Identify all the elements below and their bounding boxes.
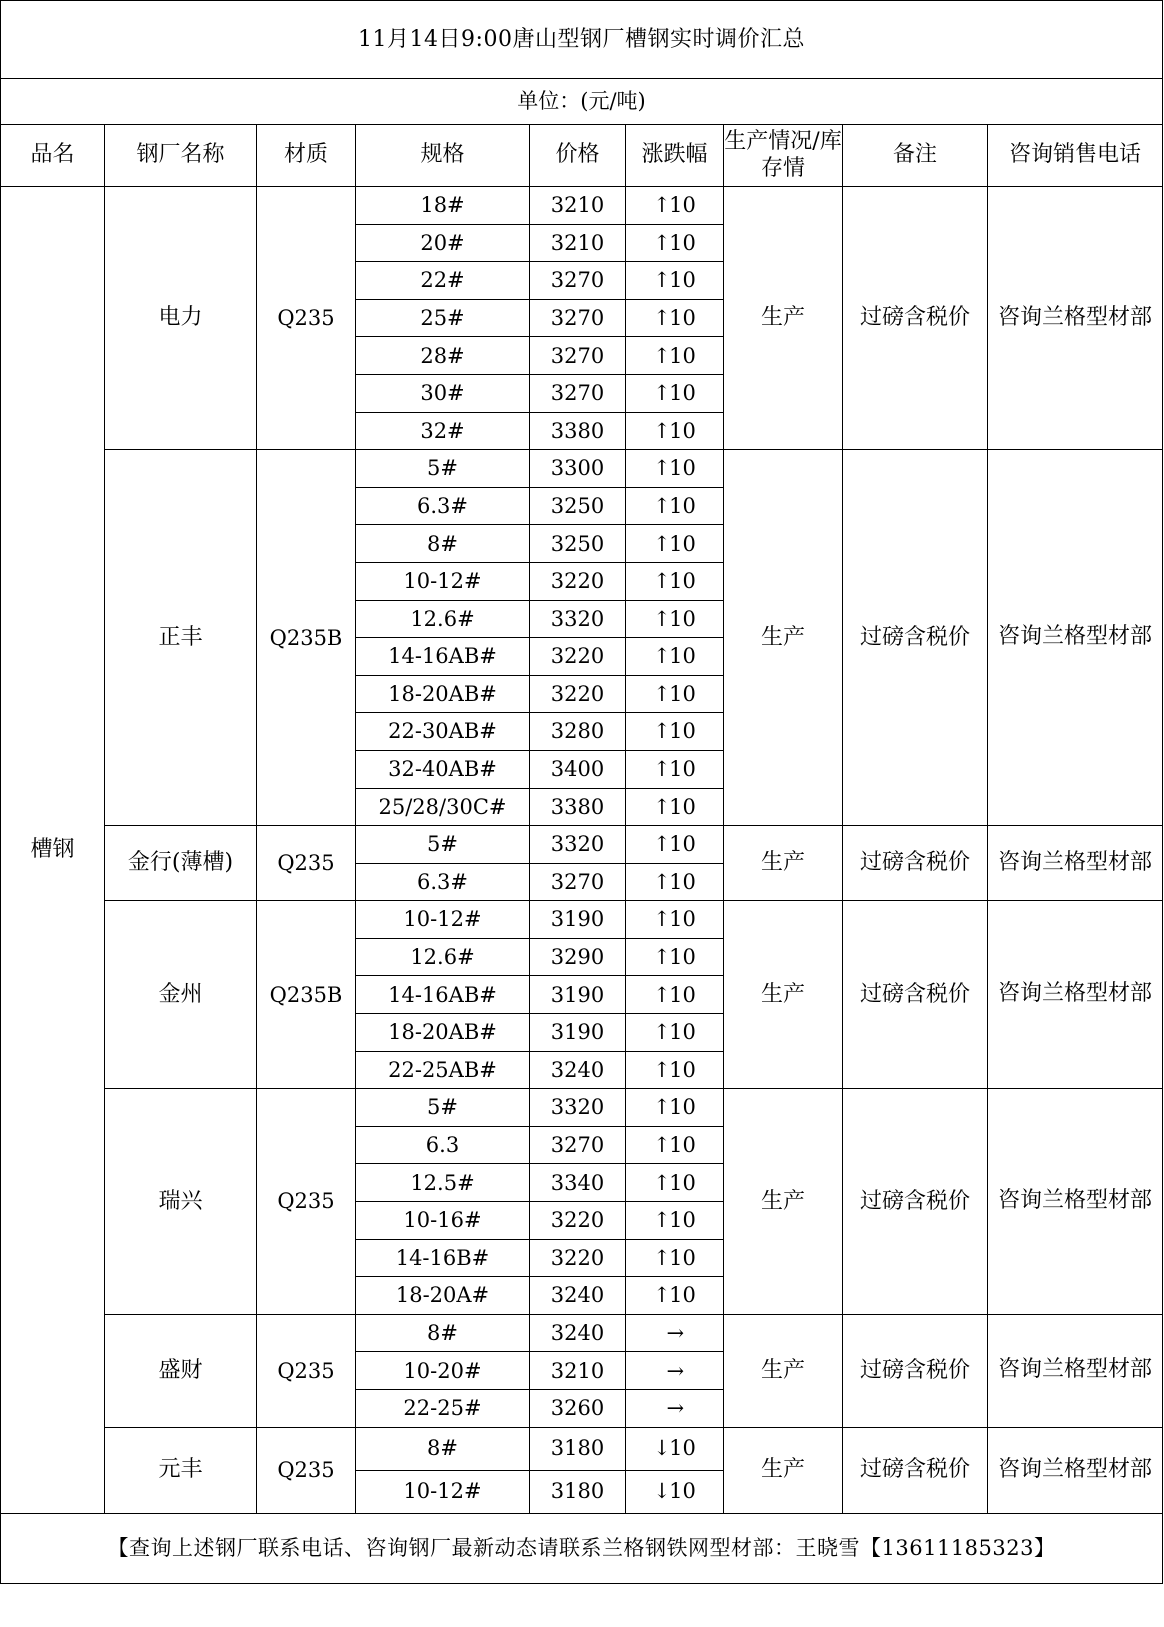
change-value: 10: [669, 1245, 696, 1270]
arrow-up-icon: ↑: [653, 945, 671, 970]
arrow-up-icon: ↑: [653, 644, 671, 669]
spec-cell: 22-30AB#: [356, 713, 530, 751]
arrow-up-icon: ↑: [653, 681, 671, 706]
arrow-up-icon: ↑: [653, 305, 671, 330]
table-row: [1, 1089, 1163, 1127]
change-value: 10: [669, 268, 696, 293]
change-cell: [626, 863, 724, 901]
material-cell: Q235: [257, 1089, 356, 1315]
change-cell: [626, 1014, 724, 1052]
spec-cell: 22-25#: [356, 1390, 530, 1428]
change-cell: [626, 337, 724, 375]
price-cell: 3210: [530, 1352, 626, 1390]
change-value: 10: [669, 1020, 696, 1045]
price-cell: 3250: [530, 487, 626, 525]
spec-cell: 25/28/30C#: [356, 788, 530, 826]
change-cell: [626, 562, 724, 600]
table-row: [1, 450, 1163, 488]
spec-cell: 18-20A#: [356, 1277, 530, 1315]
material-cell: Q235: [257, 1314, 356, 1427]
price-cell: 3270: [530, 337, 626, 375]
contact-cell: 咨询兰格型材部: [988, 1089, 1163, 1315]
production-status-cell: 生产: [724, 450, 843, 826]
arrow-up-icon: ↑: [653, 381, 671, 406]
spec-cell: 32#: [356, 412, 530, 450]
arrow-right-icon: →: [666, 1358, 685, 1383]
change-value: 10: [669, 757, 696, 782]
material-cell: Q235B: [257, 901, 356, 1089]
change-cell: [626, 1051, 724, 1089]
spec-cell: 25#: [356, 299, 530, 337]
price-cell: 3250: [530, 525, 626, 563]
change-value: 10: [669, 907, 696, 932]
production-status-cell: 生产: [724, 1089, 843, 1315]
change-cell: [626, 1352, 724, 1390]
arrow-up-icon: ↑: [653, 982, 671, 1007]
spec-cell: 10-12#: [356, 901, 530, 939]
price-cell: 3400: [530, 750, 626, 788]
spec-cell: 10-12#: [356, 1470, 530, 1513]
change-value: 10: [669, 456, 696, 481]
change-value: 10: [669, 569, 696, 594]
change-cell: [626, 675, 724, 713]
spec-cell: 18-20AB#: [356, 675, 530, 713]
arrow-up-icon: ↑: [653, 456, 671, 481]
mill-name-cell: 元丰: [105, 1427, 257, 1513]
change-value: 10: [669, 1283, 696, 1308]
arrow-up-icon: ↑: [653, 869, 671, 894]
change-value: 10: [669, 1095, 696, 1120]
change-cell: [626, 262, 724, 300]
arrow-up-icon: ↑: [653, 268, 671, 293]
arrow-right-icon: →: [666, 1320, 685, 1345]
change-cell: [626, 600, 724, 638]
spec-cell: 14-16AB#: [356, 976, 530, 1014]
price-cell: 3210: [530, 187, 626, 225]
spec-cell: 10-20#: [356, 1352, 530, 1390]
spec-cell: 28#: [356, 337, 530, 375]
spec-cell: 10-16#: [356, 1202, 530, 1240]
price-cell: 3380: [530, 412, 626, 450]
change-value: 10: [669, 945, 696, 970]
change-cell: [626, 1314, 724, 1352]
change-value: 10: [669, 794, 696, 819]
spec-cell: 18#: [356, 187, 530, 225]
production-status-cell: 生产: [724, 901, 843, 1089]
spec-cell: 8#: [356, 525, 530, 563]
footer-contact-note: 【查询上述钢厂联系电话、咨询钢厂最新动态请联系兰格钢铁网型材部：王晓雪【13611185323】: [1, 1513, 1163, 1583]
spec-cell: 12.5#: [356, 1164, 530, 1202]
spec-cell: 14-16AB#: [356, 638, 530, 676]
change-value: 10: [669, 343, 696, 368]
change-cell: [626, 1470, 724, 1513]
spec-cell: 12.6#: [356, 938, 530, 976]
arrow-up-icon: ↑: [653, 794, 671, 819]
change-value: 10: [669, 719, 696, 744]
change-cell: [626, 1089, 724, 1127]
spec-cell: 5#: [356, 826, 530, 864]
arrow-up-icon: ↑: [653, 1283, 671, 1308]
note-cell: 过磅含税价: [843, 1314, 988, 1427]
change-value: 10: [669, 1479, 696, 1504]
arrow-up-icon: ↑: [653, 606, 671, 631]
price-cell: 3220: [530, 562, 626, 600]
note-cell: 过磅含税价: [843, 826, 988, 901]
spec-cell: 30#: [356, 374, 530, 412]
change-cell: [626, 374, 724, 412]
change-cell: [626, 750, 724, 788]
change-cell: [626, 1126, 724, 1164]
arrow-down-icon: ↓: [653, 1479, 671, 1504]
change-value: 10: [669, 381, 696, 406]
change-value: 10: [669, 493, 696, 518]
product-name-cell: 槽钢: [1, 187, 105, 1514]
production-status-cell: 生产: [724, 1314, 843, 1427]
change-cell: [626, 638, 724, 676]
mill-name-cell: 金行(薄槽): [105, 826, 257, 901]
price-cell: 3270: [530, 262, 626, 300]
change-value: 10: [669, 681, 696, 706]
arrow-up-icon: ↑: [653, 1057, 671, 1082]
price-cell: 3320: [530, 1089, 626, 1127]
spec-cell: 6.3#: [356, 863, 530, 901]
production-status-cell: 生产: [724, 1427, 843, 1513]
price-cell: 3220: [530, 675, 626, 713]
change-cell: [626, 938, 724, 976]
arrow-up-icon: ↑: [653, 493, 671, 518]
change-cell: [626, 487, 724, 525]
material-cell: Q235: [257, 187, 356, 450]
production-status-cell: 生产: [724, 187, 843, 450]
header-price: 价格: [530, 125, 626, 187]
change-cell: [626, 1239, 724, 1277]
mill-name-cell: 正丰: [105, 450, 257, 826]
note-cell: 过磅含税价: [843, 450, 988, 826]
spec-cell: 22#: [356, 262, 530, 300]
mill-name-cell: 电力: [105, 187, 257, 450]
contact-cell: 咨询兰格型材部: [988, 901, 1163, 1089]
price-cell: 3320: [530, 600, 626, 638]
change-cell: [626, 788, 724, 826]
change-cell: [626, 1277, 724, 1315]
arrow-up-icon: ↑: [653, 569, 671, 594]
mill-name-cell: 金州: [105, 901, 257, 1089]
spec-cell: 6.3#: [356, 487, 530, 525]
change-value: 10: [669, 1170, 696, 1195]
contact-cell: 咨询兰格型材部: [988, 1314, 1163, 1427]
price-cell: 3280: [530, 713, 626, 751]
mill-name-cell: 盛财: [105, 1314, 257, 1427]
price-cell: 3270: [530, 299, 626, 337]
price-cell: 3220: [530, 638, 626, 676]
change-cell: [626, 224, 724, 262]
change-value: 10: [669, 1057, 696, 1082]
header-name: 品名: [1, 125, 105, 187]
contact-cell: 咨询兰格型材部: [988, 826, 1163, 901]
header-mill: 钢厂名称: [105, 125, 257, 187]
arrow-up-icon: ↑: [653, 719, 671, 744]
change-value: 10: [669, 531, 696, 556]
price-cell: 3190: [530, 976, 626, 1014]
header-material: 材质: [257, 125, 356, 187]
change-value: 10: [669, 982, 696, 1007]
note-cell: 过磅含税价: [843, 1427, 988, 1513]
change-cell: [626, 450, 724, 488]
change-value: 10: [669, 193, 696, 218]
header-change: 涨跌幅: [626, 125, 724, 187]
arrow-up-icon: ↑: [653, 757, 671, 782]
material-cell: Q235: [257, 1427, 356, 1513]
material-cell: Q235: [257, 826, 356, 901]
arrow-up-icon: ↑: [653, 1020, 671, 1045]
change-value: 10: [669, 644, 696, 669]
price-cell: 3290: [530, 938, 626, 976]
change-value: 10: [669, 230, 696, 255]
spec-cell: 10-12#: [356, 562, 530, 600]
price-cell: 3190: [530, 1014, 626, 1052]
arrow-up-icon: ↑: [653, 343, 671, 368]
change-cell: [626, 1427, 724, 1470]
arrow-up-icon: ↑: [653, 1133, 671, 1158]
change-cell: [626, 976, 724, 1014]
price-cell: 3320: [530, 826, 626, 864]
change-value: 10: [669, 305, 696, 330]
production-status-cell: 生产: [724, 826, 843, 901]
unit-label: 单位：(元/吨): [1, 79, 1163, 125]
table-row: [1, 187, 1163, 225]
price-cell: 3270: [530, 1126, 626, 1164]
change-value: 10: [669, 1436, 696, 1461]
change-cell: [626, 187, 724, 225]
arrow-up-icon: ↑: [653, 1208, 671, 1233]
material-cell: Q235B: [257, 450, 356, 826]
price-cell: 3240: [530, 1314, 626, 1352]
change-value: 10: [669, 832, 696, 857]
spec-cell: 5#: [356, 450, 530, 488]
note-cell: 过磅含税价: [843, 1089, 988, 1315]
spec-cell: 8#: [356, 1427, 530, 1470]
change-cell: [626, 713, 724, 751]
change-cell: [626, 826, 724, 864]
price-cell: 3220: [530, 1239, 626, 1277]
arrow-up-icon: ↑: [653, 907, 671, 932]
change-value: 10: [669, 606, 696, 631]
change-cell: [626, 1390, 724, 1428]
table-title: 11月14日9:00唐山型钢厂槽钢实时调价汇总: [1, 1, 1163, 79]
contact-cell: 咨询兰格型材部: [988, 450, 1163, 826]
price-cell: 3180: [530, 1427, 626, 1470]
header-row: [1, 125, 1163, 187]
spec-cell: 6.3: [356, 1126, 530, 1164]
spec-cell: 5#: [356, 1089, 530, 1127]
spec-cell: 18-20AB#: [356, 1014, 530, 1052]
arrow-up-icon: ↑: [653, 1170, 671, 1195]
price-cell: 3270: [530, 863, 626, 901]
price-cell: 3210: [530, 224, 626, 262]
price-cell: 3270: [530, 374, 626, 412]
table-row: [1, 1427, 1163, 1470]
arrow-right-icon: →: [666, 1396, 685, 1421]
spec-cell: 22-25AB#: [356, 1051, 530, 1089]
change-cell: [626, 1202, 724, 1240]
header-note: 备注: [843, 125, 988, 187]
header-production: 生产情况/库存情: [724, 125, 843, 187]
price-cell: 3260: [530, 1390, 626, 1428]
arrow-up-icon: ↑: [653, 531, 671, 556]
header-spec: 规格: [356, 125, 530, 187]
arrow-up-icon: ↑: [653, 832, 671, 857]
change-cell: [626, 1164, 724, 1202]
price-cell: 3190: [530, 901, 626, 939]
change-value: 10: [669, 869, 696, 894]
price-cell: 3300: [530, 450, 626, 488]
spec-cell: 32-40AB#: [356, 750, 530, 788]
change-cell: [626, 299, 724, 337]
arrow-up-icon: ↑: [653, 230, 671, 255]
change-cell: [626, 525, 724, 563]
note-cell: 过磅含税价: [843, 901, 988, 1089]
table-row: [1, 1314, 1163, 1352]
price-cell: 3220: [530, 1202, 626, 1240]
arrow-up-icon: ↑: [653, 1245, 671, 1270]
arrow-up-icon: ↑: [653, 1095, 671, 1120]
mill-name-cell: 瑞兴: [105, 1089, 257, 1315]
spec-cell: 8#: [356, 1314, 530, 1352]
price-cell: 3240: [530, 1051, 626, 1089]
spec-cell: 20#: [356, 224, 530, 262]
price-cell: 3240: [530, 1277, 626, 1315]
arrow-up-icon: ↑: [653, 193, 671, 218]
note-cell: 过磅含税价: [843, 187, 988, 450]
spec-cell: 12.6#: [356, 600, 530, 638]
contact-cell: 咨询兰格型材部: [988, 187, 1163, 450]
price-cell: 3340: [530, 1164, 626, 1202]
contact-cell: 咨询兰格型材部: [988, 1427, 1163, 1513]
change-cell: [626, 901, 724, 939]
spec-cell: 14-16B#: [356, 1239, 530, 1277]
change-value: 10: [669, 418, 696, 443]
table-row: [1, 901, 1163, 939]
change-value: 10: [669, 1208, 696, 1233]
arrow-up-icon: ↑: [653, 418, 671, 443]
change-cell: [626, 412, 724, 450]
arrow-down-icon: ↓: [653, 1436, 671, 1461]
change-value: 10: [669, 1133, 696, 1158]
table-row: [1, 826, 1163, 864]
price-cell: 3380: [530, 788, 626, 826]
header-contact: 咨询销售电话: [988, 125, 1163, 187]
price-cell: 3180: [530, 1470, 626, 1513]
